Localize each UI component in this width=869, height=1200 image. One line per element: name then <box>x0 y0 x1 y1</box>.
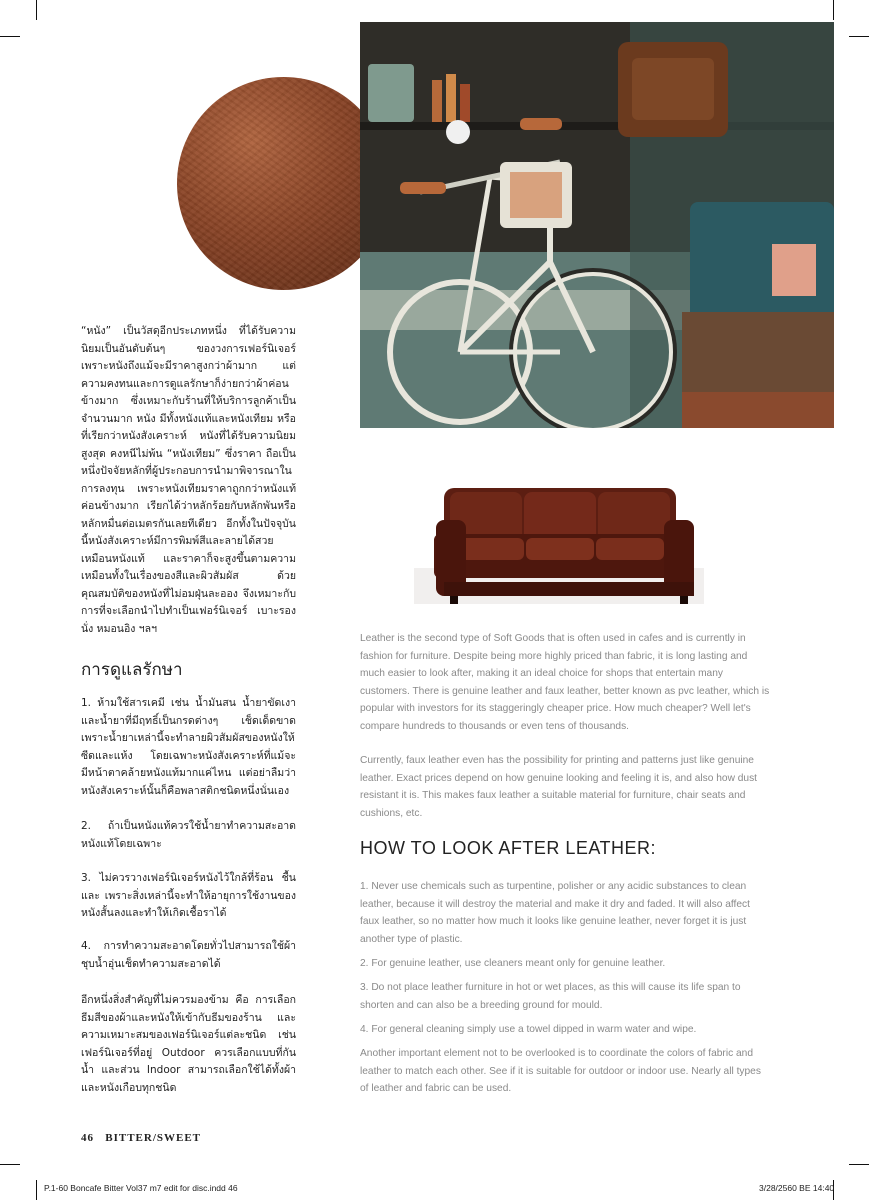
thai-tip-3 <box>81 870 296 923</box>
english-paragraph-1 <box>360 630 772 735</box>
thai-closing-text: อีกหนึ่งสิ่งสำคัญที่ไม่ควรมองข้าม คือ การเลือกธีมสีของผ้าและหนังให้เข้ากับธีมของร้าน และความเหมาะสมของเฟอร์นิเจอร์แต่ละชนิด เช่น เฟอร์นิเจอร์ที่อยู่ Outdoor ควรเลือกแบบที่กันน้ำ และส่วน Indoor สามารถเลือกใช้ได้ทั้งผ้าและหนังเกือบทุกชนิด <box>81 994 296 1094</box>
page-folio <box>81 1132 201 1144</box>
leather-sofa-image <box>414 478 704 608</box>
english-tip-4 <box>360 1021 772 1039</box>
english-tip-text: 1. Never use chemicals such as turpentine, polisher or any acidic substances to clean leather, because it will destroy the material and make it dry and faded. It will also affect faux leather, so no matter how much it looks like genuine leather, never forget it is just another type of plastic. <box>360 881 750 945</box>
english-tip-text: 4. For general cleaning simply use a towel dipped in warm water and wipe. <box>360 1024 697 1035</box>
english-tip-3 <box>360 979 772 1014</box>
english-tip-text: 3. Do not place leather furniture in hot or wet places, as this will cause its life span to shorten and can also be a breeding ground for mould. <box>360 982 741 1011</box>
bicycle-shop-photo <box>360 22 834 428</box>
page-number: 46 <box>81 1132 94 1144</box>
thai-intro-paragraph <box>81 323 296 638</box>
english-tip-2 <box>360 955 772 973</box>
english-tip-1 <box>360 878 772 948</box>
leather-swatch-image <box>177 77 390 290</box>
english-care-heading: HOW TO LOOK AFTER LEATHER: <box>360 838 657 858</box>
english-paragraph-2 <box>360 752 772 822</box>
bicycle-shop-illustration <box>360 22 834 428</box>
slug-file-name: P.1-60 Boncafe Bitter Vol37 m7 edit for disc.indd 46 <box>44 1183 238 1193</box>
thai-tip-text: 4. การทำความสะอาดโดยทั่วไปสามารถใช้ผ้าชุบน้ำอุ่นเช็ดทำความสะอาดได้ <box>81 940 296 970</box>
crop-mark-bottom-right-h <box>849 1164 869 1165</box>
crop-mark-top-right-v <box>833 0 834 20</box>
english-tip-text: 2. For genuine leather, use cleaners meant only for genuine leather. <box>360 958 666 969</box>
english-text: Leather is the second type of Soft Goods that is often used in cafes and is currently in fashion for furniture. Despite being more highly priced than fabric, it is long lasting and much easier to look after, making it an ideal choice for shops that entertain many customers. There is genuine leather and faux leather, better known as pvc leather, which is popular with investors for its staggeringly cheaper price. How much cheaper? Well let's compare hundreds to thousands or even tens of thousands. <box>360 633 770 732</box>
thai-tip-1 <box>81 695 296 800</box>
slug-date: 3/28/2560 BE 14:40 <box>759 1183 835 1193</box>
crop-mark-top-left-h <box>0 36 20 37</box>
thai-care-heading: การดูแลรักษา <box>81 660 183 680</box>
thai-tip-text: 2. ถ้าเป็นหนังแท้ควรใช้น้ำยาทำความสะอาดหนังแท้โดยเฉพาะ <box>81 820 296 850</box>
crop-mark-top-left-v <box>36 0 37 20</box>
english-closing-paragraph <box>360 1045 772 1098</box>
thai-closing-paragraph <box>81 992 296 1097</box>
thai-tip-text: 3. ไม่ควรวางเฟอร์นิเจอร์หนังไว้ใกล้ที่ร้อน ชื้นและ เพราะสิ่งเหล่านี้จะทำให้อายุการใช้งานของหนังสั้นลงและทำให้เกิดเชื้อราได้ <box>81 872 296 919</box>
crop-mark-bottom-left-h <box>0 1164 20 1165</box>
english-closing-text: Another important element not to be overlooked is to coordinate the colors of fabric and leather to match each other. See if it is suitable for outdoor or indoor use. Nearly all types of leather and fabric can be used. <box>360 1048 761 1094</box>
thai-tip-4 <box>81 938 296 973</box>
thai-tip-2 <box>81 818 296 853</box>
magazine-name: BITTER/SWEET <box>105 1132 202 1144</box>
crop-mark-bottom-left-v <box>36 1180 37 1200</box>
english-text: Currently, faux leather even has the possibility for printing and patterns just like genuine leather. Exact prices depend on how genuine looking and feeling it is, and also how dust resistant it is. This makes faux leather a suitable material for furniture, chair seats and cushions, etc. <box>360 755 758 819</box>
crop-mark-top-right-h <box>849 36 869 37</box>
thai-intro-text: “หนัง” เป็นวัสดุอีกประเภทหนึ่ง ที่ได้รับความนิยมเป็นอันดับต้นๆ ของวงการเฟอร์นิเจอร์ เพราะหนังถึงแม้จะมีราคาสูงกว่าผ้ามาก แต่ความคงทนและการดูแลรักษาก็ง่ายกว่าผ้าค่อนข้างมาก ซึ่งเหมาะกับร้านที่ให้บริการลูกค้าเป็นจำนวนมาก หนัง มีทั้งหนังแท้และหนังเทียม หรือที่เรียกว่าหนังสังเคราะห์ หนังที่ได้รับความนิยมสูงสุด คงหนีไม่พ้น “หนังเทียม” ซึ่งราคา ถือเป็นหนึ่งปัจจัยหลักที่ผู้ประกอบการนำมาพิจารณาในการลงทุน เพราะหนังเทียมราคาถูกกว่าหนังแท้ค่อนข้างมาก เรียกได้ว่าหลักร้อยกับหลักพันหรือหลักหมื่นต่อเมตรกันเลยทีเดียว อีกทั้งในปัจจุบันนี้หนังสังเคราะห์มีการพิมพ์สีและลายได้สวยเหมือนหนังแท้ และราคาก็จะสูงขึ้นตามความเหมือนทั้งในเรื่องของสีและผิวสัมผัส ด้วยคุณสมบัติของหนังที่ไม่อมฝุ่นละออง จึงเหมาะกับการที่จะเลือกนำไปทำเป็นเฟอร์นิเจอร์ เบาะรองนั่ง หมอนอิง ฯลฯ <box>81 325 296 635</box>
thai-tip-text: 1. ห้ามใช้สารเคมี เช่น น้ำมันสน น้ำยาขัดเงา และน้ำยาที่มีฤทธิ์เป็นกรดต่างๆ เช็ดเด็ดขาด เพราะน้ำยาเหล่านี้จะทำลายผิวสัมผัสของหนังให้ซีดและแห้ง โดยเฉพาะหนังสังเคราะห์ที่แม้จะมีหน้าตาคล้ายหนังแท้มากแค่ไหน แต่อย่าลืมว่าหนังสังเคราะห์นั้นก็คือพลาสติกชนิดหนึ่งนั่นเอง <box>81 697 296 797</box>
